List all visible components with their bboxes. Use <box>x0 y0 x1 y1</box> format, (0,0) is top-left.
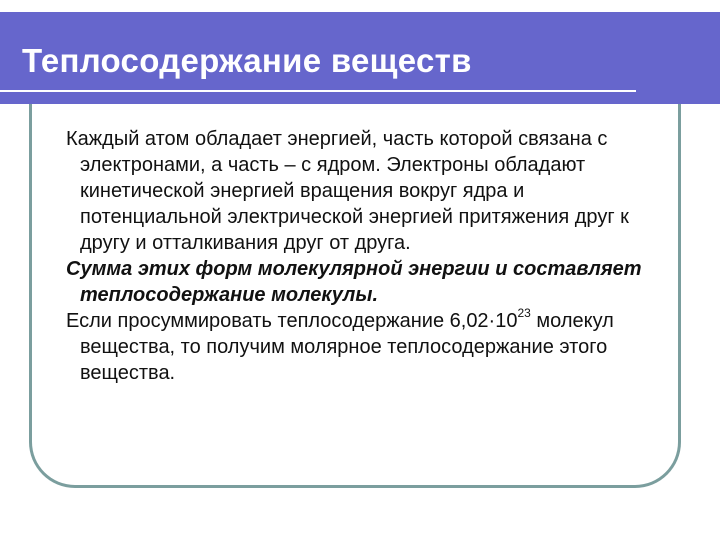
title-underline <box>0 90 636 92</box>
paragraph-enthalpy-definition: Сумма этих форм молекулярной энергии и составляет теплосодержание молекулы. <box>66 258 642 306</box>
paragraph-molar-enthalpy-end: молекул вещества, то получим молярное теплосодержание этого вещества. <box>80 310 614 384</box>
paragraph-atom-energy: Каждый атом обладает энергией, часть которой связана с электронами, а часть – с ядром. Электроны обладают кинетической энергией вращения вокруг ядра и потенциальной электрической энергией притяжения друг к другу и отталкивания друг от друга. <box>66 128 629 254</box>
paragraph-molar-enthalpy-start: Если просуммировать теплосодержание 6,02·10 <box>66 310 518 332</box>
title-bar <box>0 12 720 104</box>
avogadro-exponent: 23 <box>517 306 531 321</box>
slide-body <box>66 126 666 386</box>
slide-title: Теплосодержание веществ <box>22 42 472 79</box>
paragraph-molar-enthalpy <box>66 308 666 386</box>
title-bar-cap <box>684 12 720 104</box>
